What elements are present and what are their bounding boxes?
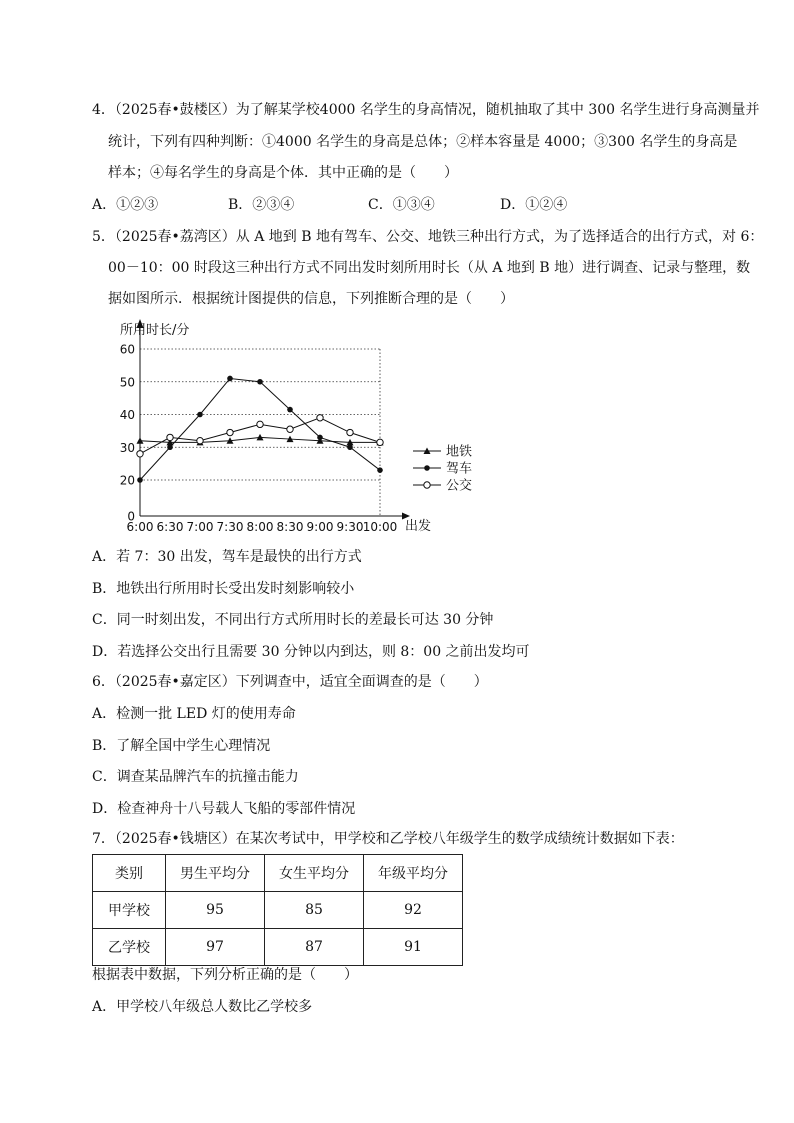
data-point — [137, 477, 143, 483]
data-point — [317, 435, 323, 441]
y-tick-label: 60 — [119, 342, 135, 357]
data-point — [347, 444, 353, 450]
data-point — [227, 376, 233, 382]
data-point — [167, 444, 173, 450]
table-row — [93, 929, 463, 966]
y-axis-label: 所用时长/分 — [120, 323, 190, 338]
y-tick-label: 30 — [119, 440, 135, 455]
q7-line-2: 根据表中数据，下列分析正确的是（ ） — [92, 967, 358, 983]
table-header-cell: 类别 — [93, 855, 166, 892]
table-cell: 85 — [265, 892, 364, 929]
q4-line-1: 4．（2025春•鼓楼区）为了解某学校4000 名学生的身高情况，随机抽取了其中 300 名学生进行身高测量并 — [92, 102, 760, 118]
data-point — [347, 429, 353, 435]
q6-option-a: A．检测一批 LED 灯的使用寿命 — [92, 706, 296, 722]
data-point — [227, 429, 233, 435]
data-point — [257, 379, 263, 385]
table-header-cell: 年级平均分 — [364, 855, 463, 892]
legend-marker — [424, 465, 430, 471]
data-point — [317, 415, 323, 421]
x-tick-label: 6:30 — [156, 520, 184, 534]
q5-option-c: C．同一时刻出发，不同出行方式所用时长的差最长可达 30 分钟 — [92, 612, 494, 628]
x-tick-label: 10:00 — [362, 520, 398, 534]
legend-label: 驾车 — [446, 461, 473, 477]
legend-label: 公交 — [446, 478, 473, 494]
legend-marker — [424, 482, 430, 488]
table-cell: 87 — [265, 929, 364, 966]
x-tick-label: 6:00 — [126, 520, 154, 534]
table-cell: 97 — [166, 929, 265, 966]
q6-option-d: D．检查神舟十八号载人飞船的零部件情况 — [92, 801, 356, 817]
q7-line-1: 7．（2025春•钱塘区）在某次考试中，甲学校和乙学校八年级学生的数学成绩统计数据如下表： — [92, 831, 684, 847]
q7-score-table — [92, 854, 463, 966]
q4-option-d: D．①②④ — [500, 197, 568, 213]
data-point — [377, 439, 383, 445]
table-cell: 91 — [364, 929, 463, 966]
data-point — [287, 407, 293, 413]
q6-option-c: C．调查某品牌汽车的抗撞击能力 — [92, 769, 299, 785]
legend-label: 地铁 — [446, 444, 473, 460]
x-tick-label: 8:00 — [246, 520, 274, 534]
data-point — [287, 426, 293, 432]
q6-line-1: 6．（2025春•嘉定区）下列调查中，适宜全面调查的是（ ） — [92, 674, 488, 690]
data-point — [197, 438, 203, 444]
data-point — [377, 467, 383, 473]
q4-line-2: 统计，下列有四种判断：①4000 名学生的身高是总体；②样本容量是 4000；③300 名学生的身高是 — [108, 134, 738, 150]
x-tick-label: 8:30 — [276, 520, 304, 534]
y-tick-label: 0 — [127, 509, 135, 524]
q5-option-d: D．若选择公交出行且需要 30 分钟以内到达，则 8：00 之前出发均可 — [92, 644, 530, 660]
x-axis-label: 出发 — [405, 519, 432, 534]
table-cell: 乙学校 — [93, 929, 166, 966]
data-point — [197, 412, 203, 418]
table-cell: 95 — [166, 892, 265, 929]
q5-option-b: B．地铁出行所用时长受出发时刻影响较小 — [92, 581, 355, 597]
q5-line-2: 00－10：00 时段这三种出行方式不同出发时刻所用时长（从 A 地到 B 地）进行调查、记录与整理，数 — [108, 260, 751, 276]
q5-line-3: 据如图所示．根据统计图提供的信息，下列推断合理的是（ ） — [108, 291, 514, 307]
q4-option-b: B．②③④ — [228, 197, 295, 213]
y-tick-label: 40 — [119, 408, 135, 422]
travel-time-line-chart — [80, 312, 480, 537]
x-tick-label: 9:30 — [336, 520, 364, 534]
data-point — [167, 434, 173, 440]
q4-option-a: A．①②③ — [92, 197, 159, 213]
y-tick-label: 50 — [119, 375, 135, 390]
table-cell: 甲学校 — [93, 892, 166, 929]
q5-line-1: 5．（2025春•荔湾区）从 A 地到 B 地有驾车、公交、地铁三种出行方式，为了选择适合的出行方式，对 6： — [92, 229, 764, 245]
table-header-cell: 女生平均分 — [265, 855, 364, 892]
table-cell: 92 — [364, 892, 463, 929]
q7-option-a: A．甲学校八年级总人数比乙学校多 — [92, 999, 313, 1015]
x-tick-label: 7:00 — [186, 520, 214, 534]
q6-option-b: B．了解全国中学生心理情况 — [92, 738, 271, 754]
q5-option-a: A．若 7：30 出发，驾车是最快的出行方式 — [92, 549, 362, 565]
table-header-row — [93, 855, 463, 892]
x-tick-label: 9:00 — [306, 520, 334, 534]
data-point — [257, 421, 263, 427]
table-header-cell: 男生平均分 — [166, 855, 265, 892]
q4-option-c: C．①③④ — [368, 197, 435, 213]
x-tick-label: 7:30 — [216, 520, 244, 534]
q4-line-3: 样本；④每名学生的身高是个体．其中正确的是（ ） — [108, 165, 458, 181]
table-row — [93, 892, 463, 929]
data-point — [137, 451, 143, 457]
y-tick-label: 20 — [119, 473, 135, 488]
